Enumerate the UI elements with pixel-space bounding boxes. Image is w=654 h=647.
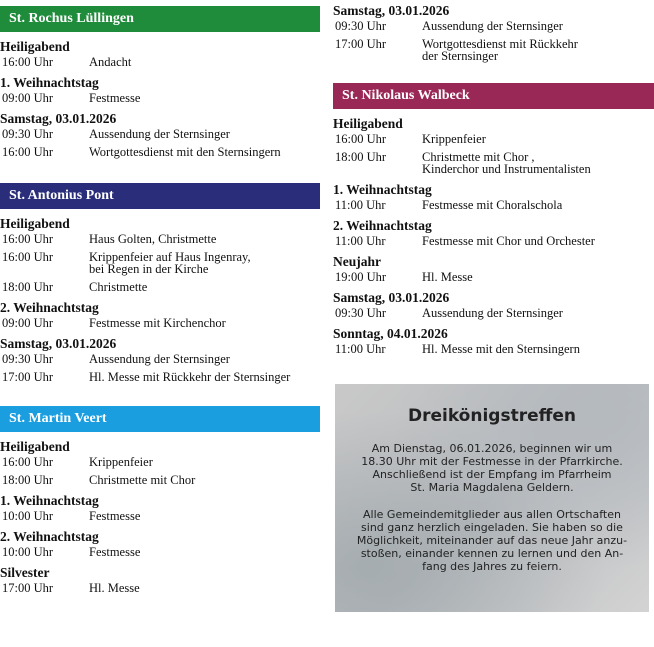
service-time: 11:00 Uhr	[335, 342, 386, 356]
service-row	[333, 133, 654, 145]
service-time: 16:00 Uhr	[2, 250, 54, 264]
service-time: 09:30 Uhr	[2, 352, 54, 366]
description-line: Krippenfeier auf Haus Ingenray,	[89, 250, 251, 264]
service-time: 09:00 Uhr	[2, 316, 54, 330]
service-description	[89, 56, 320, 68]
service-row	[0, 251, 320, 275]
section-martin	[0, 406, 320, 600]
promo-line: Möglichkeit, miteinander auf das neue Jahr anzu-	[356, 534, 628, 547]
day-heading: 2. Weihnachtstag	[0, 529, 99, 544]
description-line: Hl. Messe mit den Sternsingern	[422, 342, 580, 356]
day-heading: Heiligabend	[0, 439, 70, 454]
service-time: 11:00 Uhr	[335, 234, 386, 248]
day-heading: 2. Weihnachtstag	[333, 218, 432, 233]
promo-line: Am Dienstag, 06.01.2026, beginnen wir um	[371, 442, 613, 455]
day-heading: 1. Weihnachtstag	[0, 493, 99, 508]
promo-line: St. Maria Magdalena Geldern.	[410, 481, 574, 494]
service-description	[89, 233, 320, 245]
service-description	[422, 38, 654, 62]
service-description	[89, 353, 320, 365]
description-line: Festmesse mit Kirchenchor	[89, 316, 226, 330]
description-line: Aussendung der Sternsinger	[422, 306, 563, 320]
service-time: 09:30 Uhr	[335, 19, 387, 33]
promo-line: Anschließend ist der Empfang im Pfarrheim	[372, 468, 612, 481]
day-heading: Samstag, 03.01.2026	[0, 336, 117, 351]
service-description	[422, 307, 654, 319]
promo-line: 18.30 Uhr mit der Festmesse in der Pfarrkirche.	[361, 455, 623, 468]
description-line: Festmesse	[89, 545, 141, 559]
day-heading: Sonntag, 04.01.2026	[333, 326, 448, 341]
service-row	[333, 271, 654, 283]
service-time: 17:00 Uhr	[335, 37, 387, 51]
service-description	[422, 20, 654, 32]
service-time: 19:00 Uhr	[335, 270, 387, 284]
service-time: 16:00 Uhr	[2, 55, 54, 69]
service-time: 18:00 Uhr	[2, 473, 54, 487]
description-line: Hl. Messe mit Rückkehr der Sternsinger	[89, 370, 291, 384]
description-line: Festmesse mit Chor und Orchester	[422, 234, 595, 248]
section-nikolaus	[333, 83, 654, 361]
promo-line: stoßen, einander kennen zu lernen und den An-	[360, 547, 624, 560]
day-heading: Heiligabend	[0, 216, 70, 231]
service-row	[333, 151, 654, 175]
section-antonius	[0, 183, 320, 389]
description-line: Festmesse	[89, 509, 141, 523]
section-title-martin: St. Martin Veert	[0, 406, 320, 432]
service-time: 10:00 Uhr	[2, 509, 54, 523]
service-description	[89, 281, 320, 293]
section-rochus	[0, 6, 320, 164]
day-heading: Silvester	[0, 565, 50, 580]
description-line: Christmette mit Chor	[89, 473, 196, 487]
description-line: Festmesse mit Choralschola	[422, 198, 563, 212]
service-time: 11:00 Uhr	[335, 198, 386, 212]
service-time: 09:00 Uhr	[2, 91, 54, 105]
service-time: 17:00 Uhr	[2, 370, 54, 384]
day-heading: Neujahr	[333, 254, 381, 269]
description-line: Krippenfeier	[89, 455, 153, 469]
service-row	[0, 353, 320, 365]
service-time: 10:00 Uhr	[2, 545, 54, 559]
service-description	[89, 456, 320, 468]
service-row	[0, 582, 320, 594]
service-description	[89, 371, 320, 383]
service-time: 09:30 Uhr	[335, 306, 387, 320]
description-line: Wortgottesdienst mit den Sternsingern	[89, 145, 281, 159]
section-title-nikolaus: St. Nikolaus Walbeck	[333, 83, 654, 109]
schedule	[0, 215, 320, 383]
service-description	[89, 546, 320, 558]
description-line: Christmette mit Chor ,	[422, 150, 535, 164]
promo-paragraph-2	[345, 508, 639, 573]
section-title-rochus: St. Rochus Lüllingen	[0, 6, 320, 32]
service-row	[333, 20, 654, 32]
service-row	[0, 510, 320, 522]
service-time: 16:00 Uhr	[2, 145, 54, 159]
service-description	[89, 128, 320, 140]
service-row	[0, 474, 320, 486]
promo-box	[335, 384, 649, 612]
description-line: Wortgottesdienst mit Rückkehr	[422, 37, 578, 51]
promo-paragraph-1	[345, 442, 639, 494]
description-line: der Sternsinger	[422, 49, 499, 63]
day-heading: Samstag, 03.01.2026	[0, 111, 117, 126]
service-description	[89, 582, 320, 594]
promo-line: fang des Jahres zu feiern.	[422, 560, 562, 573]
service-description	[422, 235, 654, 247]
day-heading: 2. Weihnachtstag	[0, 300, 99, 315]
day-heading: 1. Weihnachtstag	[333, 182, 432, 197]
service-row	[0, 317, 320, 329]
description-line: Andacht	[89, 55, 132, 69]
description-line: Kinderchor und Instrumentalisten	[422, 162, 591, 176]
service-description	[89, 92, 320, 104]
service-row	[0, 371, 320, 383]
service-row	[0, 146, 320, 158]
service-row	[0, 56, 320, 68]
service-row	[333, 199, 654, 211]
section-continued	[333, 2, 654, 68]
description-line: bei Regen in der Kirche	[89, 262, 209, 276]
service-row	[333, 38, 654, 62]
service-row	[333, 307, 654, 319]
service-time: 16:00 Uhr	[335, 132, 387, 146]
service-row	[333, 235, 654, 247]
service-description	[89, 146, 320, 158]
description-line: Aussendung der Sternsinger	[89, 127, 230, 141]
description-line: Festmesse	[89, 91, 141, 105]
day-heading: Samstag, 03.01.2026	[333, 3, 450, 18]
service-description	[89, 317, 320, 329]
service-description	[422, 271, 654, 283]
description-line: Aussendung der Sternsinger	[422, 19, 563, 33]
schedule	[0, 438, 320, 594]
service-row	[0, 281, 320, 293]
description-line: Aussendung der Sternsinger	[89, 352, 230, 366]
schedule	[0, 38, 320, 158]
service-description	[422, 343, 654, 355]
service-row	[0, 233, 320, 245]
schedule	[333, 2, 654, 62]
service-row	[0, 456, 320, 468]
schedule	[333, 115, 654, 355]
description-line: Christmette	[89, 280, 148, 294]
day-heading: 1. Weihnachtstag	[0, 75, 99, 90]
service-row	[0, 128, 320, 140]
service-description	[89, 251, 320, 275]
day-heading: Heiligabend	[333, 116, 403, 131]
section-title-antonius: St. Antonius Pont	[0, 183, 320, 209]
service-time: 16:00 Uhr	[2, 455, 54, 469]
description-line: Hl. Messe	[422, 270, 473, 284]
promo-line: sind ganz herzlich eingeladen. Sie haben so die	[361, 521, 623, 534]
service-time: 09:30 Uhr	[2, 127, 54, 141]
service-time: 18:00 Uhr	[335, 150, 387, 164]
promo-line: Alle Gemeindemitglieder aus allen Ortschaften	[363, 508, 621, 521]
description-line: Haus Golten, Christmette	[89, 232, 217, 246]
service-row	[333, 343, 654, 355]
promo-title: Dreikönigstreffen	[407, 406, 577, 426]
service-time: 18:00 Uhr	[2, 280, 54, 294]
service-description	[89, 474, 320, 486]
service-time: 16:00 Uhr	[2, 232, 54, 246]
description-line: Krippenfeier	[422, 132, 486, 146]
service-row	[0, 92, 320, 104]
service-time: 17:00 Uhr	[2, 581, 54, 595]
service-description	[422, 151, 654, 175]
description-line: Hl. Messe	[89, 581, 140, 595]
day-heading: Samstag, 03.01.2026	[333, 290, 450, 305]
service-row	[0, 546, 320, 558]
service-description	[422, 133, 654, 145]
day-heading: Heiligabend	[0, 39, 70, 54]
service-description	[422, 199, 654, 211]
service-description	[89, 510, 320, 522]
